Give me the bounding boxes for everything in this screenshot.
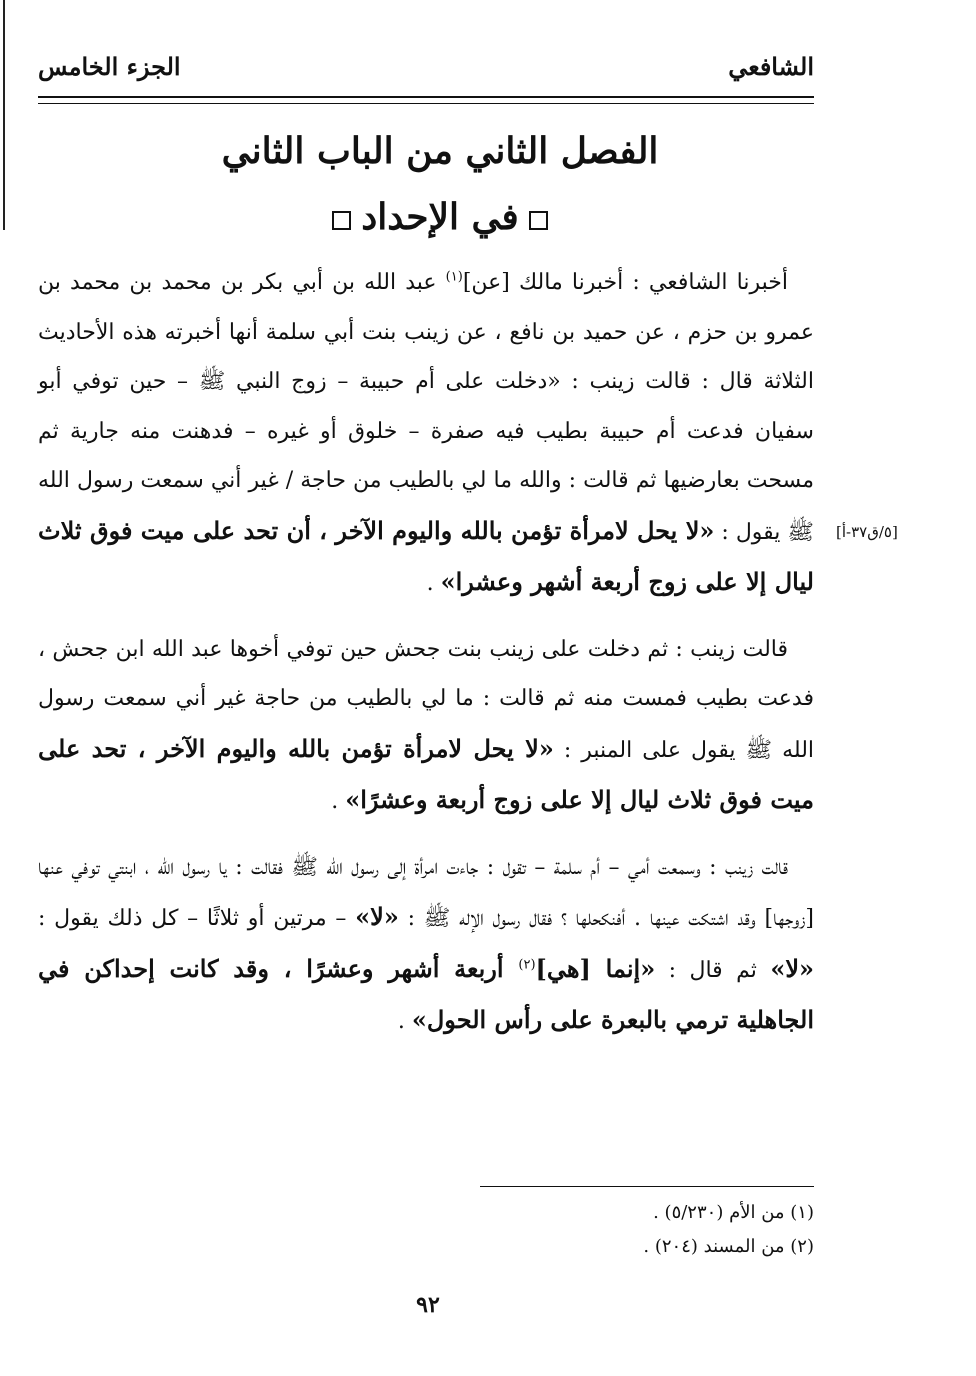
footnote-ref-2: (٢) — [518, 957, 536, 973]
chapter-title-line1: الفصل الثاني من الباب الثاني — [221, 130, 659, 172]
paragraph-3-text: ثم قال : — [655, 957, 771, 983]
hadith-quote: أربعة أشهر وعشرًا ، وقد كانت إحداكن في الجاهلية ترمي بالبعرة على رأس الحول» — [38, 953, 814, 1034]
hadith-quote: «لا» — [770, 953, 815, 983]
chapter-title — [160, 118, 720, 250]
paragraph-1-text: أخبرنا الشافعي : أخبرنا مالك [عن] — [462, 270, 788, 295]
paragraph-2 — [38, 625, 814, 827]
hadith-quote: «إنما [هي] — [535, 953, 656, 983]
footnote-ref-1: (١) — [445, 269, 463, 285]
hadith-quote: «لا يحل لامرأة تؤمن بالله واليوم الآخر ، أن تحد على ميت فوق ثلاث ليال إلا على زوج أربعة أشهر وعشرا» — [38, 515, 814, 596]
paragraph-2-end: . — [331, 789, 346, 814]
paragraph-1-end: . — [426, 571, 441, 596]
chapter-title-line2-wrap — [160, 184, 720, 250]
page-number: ٩٢ — [416, 1292, 440, 1318]
paragraph-3-end: . — [397, 1009, 412, 1034]
footnotes — [380, 1196, 814, 1264]
paragraph-3-text: قالت زينب : وسمعت أمي – أم سلمة – تقول : جاءت امرأة إلى رسول الله ﷺ فقالت : يا رسول الله ، ابنتي توفي عنها [زوجها] وقد اشتكت عينها . أفنكحلها ؟ فقال رسول الإله ﷺ : — [38, 854, 814, 931]
header-book-title: الشافعي — [728, 52, 814, 81]
main-text — [38, 258, 814, 1063]
header-rule — [38, 96, 814, 104]
chapter-title-line2: في الإحداد — [361, 196, 519, 238]
manuscript-margin-note: [٥/ق٣٧-أ] — [836, 523, 898, 541]
footnote-2: (٢) من المسند (٢٠٤) . — [643, 1236, 814, 1257]
paragraph-2-text: قالت زينب : ثم دخلت على زينب بنت جحش حين توفي أخوها عبد الله ابن جحش ، فدعت بطيب فمست منه ثم قالت : ما لي بالطيب من حاجة غير أني سمعت رسول الله ﷺ يقول على المنبر : — [38, 636, 815, 763]
paragraph-1-text: عبد الله بن أبي بكر بن محمد بن محمد بن عمرو بن حزم ، عن حميد بن نافع ، عن زينب بنت أبي سلمة أنها أخبرته هذه الأحاديث الثلاثة قال : قالت زينب : «دخلت على أم حبيبة – زوج النبي ﷺ – حين توفي أبو سفيان فدعت أم حبيبة بطيب فيه صفرة – خلوق أو غيره – فدهنت منه جارية ثم مسحت بعارضيها ثم قالت : والله ما لي بالطيب من حاجة / غير أني سمعت رسول الله ﷺ يقول : — [38, 270, 814, 545]
hadith-quote: «لا» — [355, 902, 399, 931]
footnote-rule — [480, 1186, 814, 1187]
paragraph-3-text: – مرتين أو ثلاثًا – كل ذلك يقول : — [38, 906, 356, 931]
header-volume: الجزء الخامس — [38, 52, 181, 81]
running-header — [38, 52, 814, 96]
paragraph-3 — [38, 843, 814, 1047]
square-ornament-icon — [529, 211, 548, 230]
footnote-1: (١) من الأم (٥/٢٣٠) . — [653, 1202, 814, 1223]
scan-edge-line — [3, 0, 5, 230]
paragraph-1 — [38, 258, 814, 609]
square-ornament-icon — [332, 211, 351, 230]
hadith-quote: «لا يحل لامرأة تؤمن بالله واليوم الآخر ، تحد على ميت فوق ثلاث ليال إلا على زوج أربعة وعشرًا» — [38, 733, 814, 814]
